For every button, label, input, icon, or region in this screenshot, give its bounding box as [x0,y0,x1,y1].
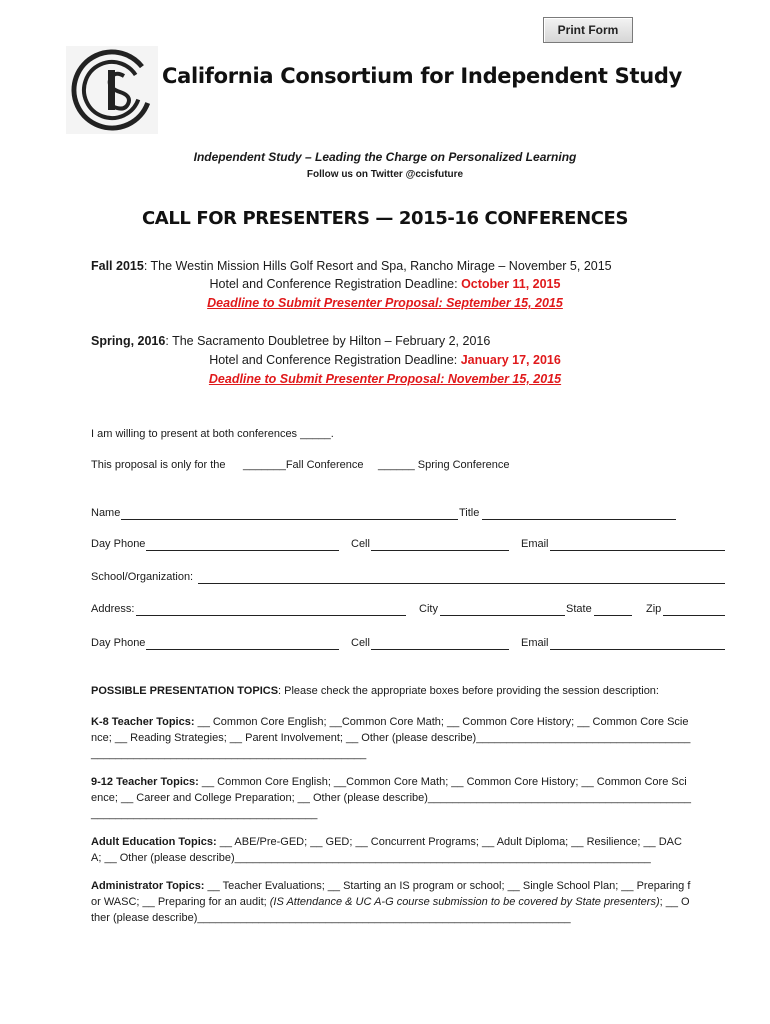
k8-topics[interactable] [91,714,691,762]
spring-venue-line [91,334,490,348]
day-phone-label: Day Phone [91,538,146,550]
page-title: CALL FOR PRESENTERS — 2015-16 CONFERENCES [141,208,629,229]
g912-topics-label: 9-12 Teacher Topics: [91,776,199,788]
fall-proposal-deadline [0,296,770,310]
address-label: Address: [91,603,135,615]
cell-label-2: Cell [351,637,370,649]
fall-hotel-date: October 11, 2015 [461,277,561,291]
spring-label: Spring, 2016 [91,334,166,348]
name-label: Name [91,507,121,519]
fall-hotel-line [0,277,770,291]
school-label: School/Organization: [91,571,194,583]
spring-hotel-date: January 17, 2016 [460,353,561,367]
email-label: Email [521,538,549,550]
email-field-2[interactable] [550,649,725,650]
day-phone-label-2: Day Phone [91,637,146,649]
name-field[interactable] [121,519,458,520]
day-phone-field-2[interactable] [146,649,339,650]
state-field[interactable] [594,615,632,616]
day-phone-field[interactable] [146,550,339,551]
admin-topics-text-1: __ Teacher Evaluations; __ Starting an IS program or school; __ Single School Plan; __ Preparing for WASC; __ Preparing for an audit; [91,880,691,908]
spring-venue: : The Sacramento Doubletree by Hilton – February 2, 2016 [165,334,491,348]
g912-topics[interactable] [91,774,691,822]
k8-topics-text: __ Common Core English; __Common Core Math; __ Common Core History; __ Common Core Science; __ Reading Strategies; __ Parent Involvement; __ Other (please describe)________________________________________________________________________________ [91,716,691,760]
spring-hotel-label: Hotel and Conference Registration Deadline: [209,353,461,367]
admin-topics-text-2: ; __ Other (please describe)_____________________________________________________________ [91,896,690,924]
zip-field[interactable] [663,615,725,616]
topics-heading: POSSIBLE PRESENTATION TOPICS [91,685,279,697]
fall-hotel-label: Hotel and Conference Registration Deadline: [209,277,462,291]
address-field[interactable] [136,615,406,616]
school-field[interactable] [198,583,725,584]
title-label: Title [459,507,480,519]
city-field[interactable] [440,615,565,616]
proposal-only-label: This proposal is only for the [91,459,226,471]
adult-topics-label: Adult Education Topics: [91,836,217,848]
ccis-logo [66,46,158,134]
k8-topics-label: K-8 Teacher Topics: [91,716,195,728]
fall-venue-line [91,259,612,273]
spring-hotel-line [0,353,770,367]
fall-conference-field[interactable]: _______Fall Conference [243,459,364,471]
email-label-2: Email [521,637,549,649]
adult-topics[interactable] [91,834,691,866]
organization-name: California Consortium for Independent Study [162,64,682,88]
cell-field[interactable] [371,550,509,551]
admin-topics[interactable] [91,878,691,926]
zip-label: Zip [646,603,662,615]
admin-topics-note: (IS Attendance & UC A-G course submission to be covered by State presenters) [269,896,660,908]
fall-label: Fall 2015 [91,259,144,273]
spring-deadline-text: Deadline to Submit Presenter Proposal: November 15, 2015 [208,372,562,386]
topics-heading-line [91,685,659,697]
tagline: Independent Study – Leading the Charge on Personalized Learning [193,150,577,164]
twitter-handle: Follow us on Twitter @ccisfuture [306,169,464,180]
g912-topics-text: __ Common Core English; __Common Core Math; __ Common Core History; __ Common Core Science; __ Career and College Preparation; __ Other (please describe)________________________________________________________________________________ [91,776,691,820]
spring-proposal-deadline [0,372,770,386]
willing-both-field[interactable]: I am willing to present at both conferences _____. [91,428,334,440]
print-form-button[interactable]: Print Form [543,17,633,43]
cell-field-2[interactable] [371,649,509,650]
spring-conference-field[interactable]: ______ Spring Conference [378,459,510,471]
city-label: City [419,603,438,615]
fall-venue: : The Westin Mission Hills Golf Resort and Spa, Rancho Mirage – November 5, 2015 [143,259,612,273]
title-field[interactable] [482,519,676,520]
state-label: State [566,603,592,615]
fall-deadline-text: Deadline to Submit Presenter Proposal: September 15, 2015 [207,296,563,310]
email-field[interactable] [550,550,725,551]
topics-instruction: : Please check the appropriate boxes before providing the session description: [278,685,659,697]
adult-topics-text: __ ABE/Pre-GED; __ GED; __ Concurrent Programs; __ Adult Diploma; __ Resilience; __ DACA; __ Other (please describe)____________________________________________________________________ [91,836,682,864]
cell-label: Cell [351,538,370,550]
admin-topics-label: Administrator Topics: [91,880,205,892]
